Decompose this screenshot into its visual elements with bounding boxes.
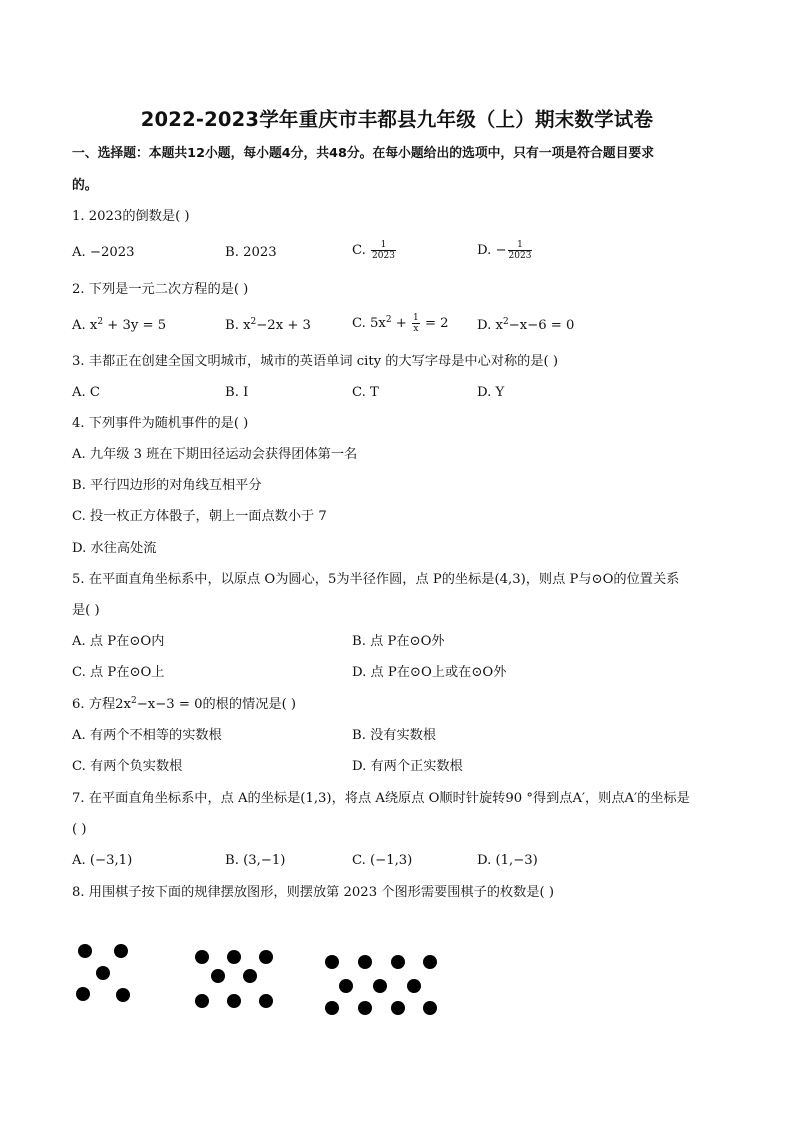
question-2-stem: 2. 下列是一元二次方程的是( ) (72, 282, 249, 297)
q2-b-text-rest: −2x + 3 (256, 318, 311, 333)
section-heading-line1: 一、选择题：本题共12小题，每小题4分，共48分。在每小题给出的选项中，只有一项是符合题目要求 (72, 146, 654, 161)
go-stone (76, 987, 90, 1001)
go-stone (423, 1001, 437, 1015)
q5-option-c: C. 点 P在⊙O上 (72, 665, 165, 680)
exam-title: 2022-2023学年重庆市丰都县九年级（上）期末数学试卷 (140, 108, 654, 131)
q2-d-text-rest: −x−6 = 0 (508, 318, 575, 333)
q2-a-exponent: 2 (97, 317, 104, 327)
pattern-figure-2 (195, 950, 273, 1008)
question-8-stem: 8. 用围棋子按下面的规律摆放图形，则摆放第 2023 个图形需要围棋子的枚数是( ) (72, 885, 555, 900)
go-stone (358, 955, 372, 969)
q7-option-b: B. (3,−1) (225, 853, 286, 868)
question-7-stem-line2: ( ) (72, 822, 87, 837)
pattern-figure-1 (76, 944, 130, 1002)
fraction-numerator: 1 (413, 313, 419, 323)
go-stone (195, 994, 209, 1008)
go-stone (325, 955, 339, 969)
question-4-stem: 4. 下列事件为随机事件的是( ) (72, 416, 249, 431)
q2-a-text-rest: + 3y = 5 (103, 318, 167, 333)
go-stone (373, 979, 387, 993)
q1-option-d (477, 240, 533, 261)
q2-c-text-rest: = 2 (420, 316, 449, 331)
go-stone (211, 969, 225, 983)
question-3-stem: 3. 丰都正在创建全国文明城市，城市的英语单词 city 的大写字母是中心对称的是( ) (72, 354, 558, 369)
question-6-stem (72, 697, 296, 713)
go-stone (325, 1001, 339, 1015)
q7-option-c: C. (−1,3) (352, 853, 413, 868)
q4-option-a: A. 九年级 3 班在下期田径运动会获得团体第一名 (72, 447, 358, 462)
go-stone (259, 950, 273, 964)
go-stone (227, 950, 241, 964)
q6-option-c: C. 有两个负实数根 (72, 759, 183, 774)
pattern-figure-3 (325, 955, 437, 1015)
go-stone (195, 950, 209, 964)
q4-option-c: C. 投一枚正方体骰子，朝上一面点数小于 7 (72, 509, 327, 524)
q2-option-d (477, 318, 574, 334)
q1-option-c-prefix: C. (352, 243, 371, 258)
q2-c-fraction (412, 313, 420, 334)
section-heading-line2: 的。 (72, 178, 98, 193)
question-5-stem-line1: 5. 在平面直角坐标系中，以原点 O为圆心，5为半径作圆，点 P的坐标是(4,3)，则点 P与⊙O的位置关系 (72, 572, 680, 587)
go-stone (116, 988, 130, 1002)
go-stone (358, 1001, 372, 1015)
go-stone (78, 944, 92, 958)
q1-option-d-fraction (508, 240, 533, 261)
q1-option-d-prefix: D. − (477, 243, 507, 258)
q6-option-a: A. 有两个不相等的实数根 (72, 728, 222, 743)
go-stone-pattern-figures (0, 930, 794, 1030)
question-1-stem: 1. 2023的倒数是( ) (72, 209, 190, 224)
question-5-stem-line2: 是( ) (72, 603, 100, 618)
q2-b-text: B. x (225, 318, 251, 333)
fraction-denominator: 2023 (372, 251, 395, 261)
fraction-denominator: x (413, 324, 419, 334)
go-stone (114, 944, 128, 958)
q2-c-exponent: 2 (385, 315, 392, 325)
q2-option-a (72, 318, 166, 334)
q2-d-exponent: 2 (502, 317, 509, 327)
q2-option-c (352, 313, 449, 334)
q3-option-c: C. T (352, 385, 379, 400)
q6-stem-text-rest: −x−3 = 0的根的情况是( ) (136, 697, 297, 712)
q2-c-text: C. 5x (352, 316, 386, 331)
q4-option-d: D. 水往高处流 (72, 541, 157, 556)
question-7-stem-line1: 7. 在平面直角坐标系中，点 A的坐标是(1,3)，将点 A绕原点 O顺时针旋转90 °得到点A′，则点A′的坐标是 (72, 791, 690, 806)
q2-c-plus: + (391, 316, 412, 331)
go-stone (243, 969, 257, 983)
q3-option-b: B. I (225, 385, 249, 400)
go-stone (227, 994, 241, 1008)
q5-option-b: B. 点 P在⊙O外 (352, 634, 445, 649)
q2-b-exponent: 2 (250, 317, 257, 327)
q5-option-d: D. 点 P在⊙O上或在⊙O外 (352, 665, 507, 680)
q4-option-b: B. 平行四边形的对角线互相平分 (72, 478, 262, 493)
q5-option-a: A. 点 P在⊙O内 (72, 634, 165, 649)
fraction-numerator: 1 (371, 240, 396, 251)
q2-option-b (225, 318, 311, 334)
go-stone (423, 955, 437, 969)
q6-stem-text: 6. 方程2x (72, 697, 131, 712)
q1-option-c-fraction (371, 240, 396, 261)
q3-option-a: A. C (72, 385, 100, 400)
q7-option-a: A. (−3,1) (72, 853, 133, 868)
go-stone (407, 979, 421, 993)
q6-option-d: D. 有两个正实数根 (352, 759, 463, 774)
q2-a-text: A. x (72, 318, 98, 333)
q1-option-c (352, 240, 397, 261)
q6-stem-exponent: 2 (130, 696, 137, 706)
go-stone (391, 955, 405, 969)
q1-option-a: A. −2023 (72, 245, 135, 260)
q2-d-text: D. x (477, 318, 503, 333)
go-stone (259, 994, 273, 1008)
fraction-denominator: 2023 (508, 251, 532, 261)
go-stone (96, 966, 110, 980)
q7-option-d: D. (1,−3) (477, 853, 538, 868)
q6-option-b: B. 没有实数根 (352, 728, 437, 743)
go-stone (391, 1001, 405, 1015)
fraction-numerator: 1 (508, 240, 533, 251)
go-stone (339, 979, 353, 993)
q3-option-d: D. Y (477, 385, 505, 400)
q1-option-b: B. 2023 (225, 245, 277, 260)
